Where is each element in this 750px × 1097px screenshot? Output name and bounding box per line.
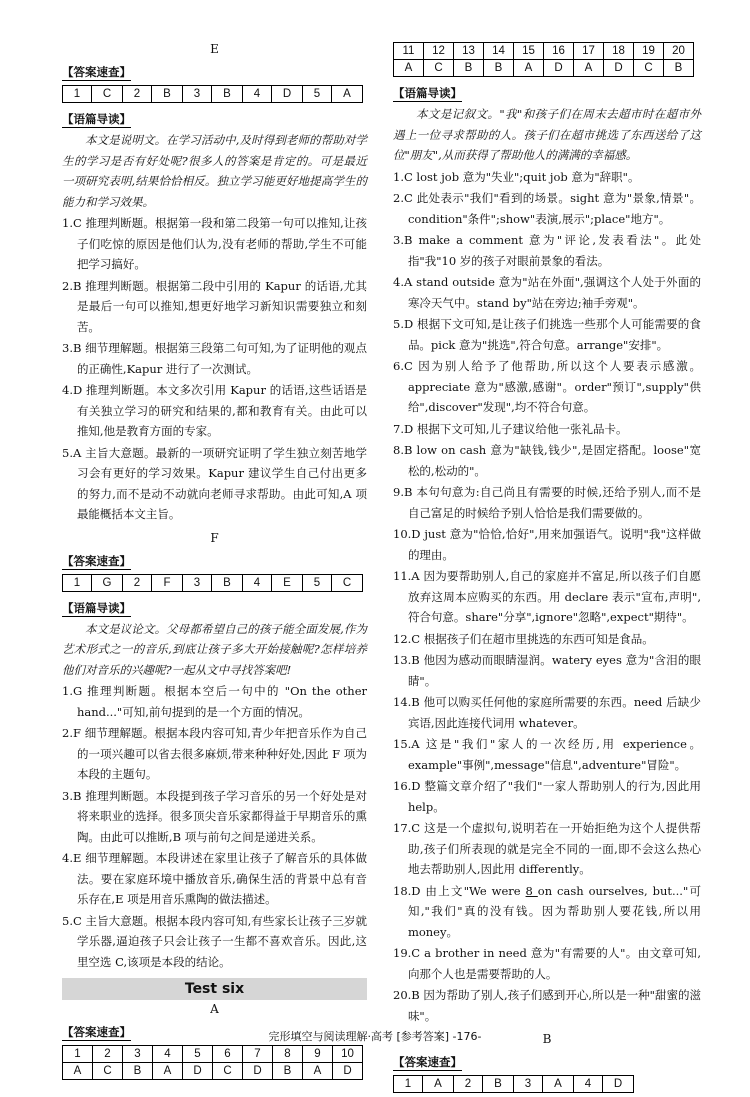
explanation-item: 10.D just 意为"恰恰,恰好",用来加强语气。说明"我"这样做的理由。 xyxy=(393,527,701,562)
answer-cell: 2 xyxy=(123,86,152,103)
item18-prefix: 18.D 由上文"We were xyxy=(393,883,526,898)
explanation-item: 9.B 本句句意为:自己尚且有需要的时候,还给予别人,而不是自己富足的时候给予别人恰恰是我们需要做的。 xyxy=(393,485,701,520)
answer-table-b xyxy=(393,1075,634,1093)
answer-cell: 15 xyxy=(514,43,544,60)
test-six-title: Test six xyxy=(62,978,367,1000)
answer-cell: C xyxy=(213,1063,243,1080)
explanation-item: 3.B make a comment 意为"评论,发表看法"。此处指"我"10 岁的孩子对眼前景象的看法。 xyxy=(393,233,701,268)
answer-cell: 1 xyxy=(394,1076,423,1093)
answer-cell: 3 xyxy=(183,86,212,103)
explanation-item: 20.B 因为帮助了别人,孩子们感到开心,所以是一种"甜蜜的滋味"。 xyxy=(393,988,701,1023)
explanation-item: 2.C 此处表示"我们"看到的场景。sight 意为"景象,情景"。condition"条件";show"表演,展示";place"地方"。 xyxy=(393,191,701,226)
answer-cell: B xyxy=(483,1076,514,1093)
answer-cell: C xyxy=(92,86,123,103)
answer-cell: 3 xyxy=(183,574,212,591)
explanation-item: 15.A 这是"我们"家人的一次经历,用 experience。example"事例",message"信息",adventure"冒险"。 xyxy=(393,737,701,772)
intro-e: 本文是说明文。在学习活动中,及时得到老师的帮助对学生的学习是否有好处呢?很多人的答案是肯定的。可是最近一项研究表明,结果恰恰相反。独立学习能更好地提高学生的能力和学习效果。 xyxy=(62,133,367,209)
answer-cell: 4 xyxy=(243,574,272,591)
explanation-item: 8.B low on cash 意为"缺钱,钱少",是固定搭配。loose"宽松的,松动的"。 xyxy=(393,443,701,478)
answer-cell: D xyxy=(272,86,303,103)
answer-cell: E xyxy=(272,574,303,591)
answer-cell: 2 xyxy=(454,1076,483,1093)
answer-cell: B xyxy=(212,574,243,591)
item18-suffix: on cash ourselves, but..."可知,"我们"真的没有钱。因为帮助别人要花钱,所以用 money。 xyxy=(407,883,702,939)
answer-cell: A xyxy=(394,60,424,77)
explanation-item: 1.G 推理判断题。根据本空后一句中的 "On the other hand..."可知,前句提到的是一个方面的情况。 xyxy=(62,684,367,719)
answer-cell: 14 xyxy=(484,43,514,60)
answer-cell: D xyxy=(333,1063,363,1080)
left-column xyxy=(62,40,367,1084)
answer-cell: B xyxy=(212,86,243,103)
explanation-item: 19.C a brother in need 意为"有需要的人"。由文章可知,向那个人也是需要帮助的人。 xyxy=(393,946,701,981)
answer-cell: 17 xyxy=(574,43,604,60)
answer-cell: C xyxy=(424,60,454,77)
intro-f: 本文是议论文。父母都希望自己的孩子能全面发展,作为艺术形式之一的音乐,到底让孩子多大开始接触呢?怎样培养他们对音乐的兴趣呢?一起从文中寻找答案吧! xyxy=(62,621,367,677)
answer-cell: C xyxy=(93,1063,123,1080)
explanation-item: 2.F 细节理解题。根据本段内容可知,青少年把音乐作为自己的一项兴趣可以省去很多麻烦,带来种种好处,因此 F 项为本段的主题句。 xyxy=(62,726,367,781)
answer-cell: C xyxy=(634,60,664,77)
explanation-item: 13.B 他因为感动而眼睛湿润。watery eyes 意为"含泪的眼睛"。 xyxy=(393,653,701,688)
answer-cell: B xyxy=(484,60,514,77)
explanation-item: 5.D 根据下文可知,是让孩子们挑选一些那个人可能需要的食品。pick 意为"挑选",符合句意。arrange"安排"。 xyxy=(393,317,701,352)
answer-cell: 13 xyxy=(454,43,484,60)
answer-cell: 2 xyxy=(93,1046,123,1063)
answer-cell: 7 xyxy=(243,1046,273,1063)
explanation-item: 5.A 主旨大意题。最新的一项研究证明了学生独立刻苦地学习会有更好的学习效果。Kapur 建议学生自己付出更多的努力,而不是动不动就向老师寻求帮助。由此可知,A 项最能概括本文主旨。 xyxy=(62,445,367,521)
answer-cell: C xyxy=(332,574,363,591)
answer-cell: 5 xyxy=(303,86,332,103)
answer-table-a-continued xyxy=(393,42,694,77)
intro-a: 本文是记叙文。"我"和孩子们在周末去超市时在超市外遇上一位寻求帮助的人。孩子们在超市挑选了东西送给了这位"朋友",从而获得了帮助他人的满满的幸福感。 xyxy=(393,107,701,162)
right-column xyxy=(393,40,701,1097)
section-a-letter: A xyxy=(210,1002,219,1016)
answer-cell: 6 xyxy=(213,1046,243,1063)
answer-cell: B xyxy=(152,86,183,103)
answer-cell: B xyxy=(664,60,694,77)
answer-table-a xyxy=(62,1045,363,1080)
answer-cell: A xyxy=(514,60,544,77)
answer-table-e xyxy=(62,85,363,103)
answer-cell: B xyxy=(454,60,484,77)
answer-cell: 1 xyxy=(63,574,92,591)
explanation-item: 5.C 主旨大意题。根据本段内容可知,有些家长让孩子三岁就学乐器,逼迫孩子只会让孩子一生都不喜欢音乐。因此,这里空选 C,该项是本段的结论。 xyxy=(62,913,367,969)
explanation-item: 3.B 细节理解题。根据第三段第二句可知,为了证明他的观点的正确性,Kapur 进行了一次测试。 xyxy=(62,341,367,376)
section-b-letter: B xyxy=(542,1032,552,1046)
answer-cell: 11 xyxy=(394,43,424,60)
answer-cell: 3 xyxy=(514,1076,543,1093)
answer-cell: D xyxy=(243,1063,273,1080)
explanation-item: 12.C 根据孩子们在超市里挑选的东西可知是食品。 xyxy=(393,631,654,646)
explanation-item: 4.D 推理判断题。本文多次引用 Kapur 的话语,这些话语是有关独立学习的研究和结果的,都和教育有关。由此可以推知,他是教育方面的专家。 xyxy=(62,383,367,438)
answer-cell: 4 xyxy=(243,86,272,103)
answer-cell: D xyxy=(604,60,634,77)
explanation-item: 6.C 因为别人给予了他帮助,所以这个人要表示感激。appreciate 意为"感激,感谢"。order"预订",supply"供给",discover"发现",均不符合句意。 xyxy=(393,359,701,414)
answer-cell: 4 xyxy=(153,1046,183,1063)
answer-table-f xyxy=(62,574,363,592)
answer-tag-e: 【答案速查】 xyxy=(62,65,131,79)
explanation-item: 14.B 他可以购买任何他的家庭所需要的东西。need 后缺少宾语,因此连接代词用 whatever。 xyxy=(393,695,701,730)
explanation-item: 4.A stand outside 意为"站在外面",强调这个人处于外面的寒冷天气中。stand by"站在旁边;袖手旁观"。 xyxy=(393,275,701,310)
answer-cell: 12 xyxy=(424,43,454,60)
answer-cell: A xyxy=(423,1076,454,1093)
explanation-item: 7.D 根据下文可知,儿子建议给他一张礼品卡。 xyxy=(393,421,628,436)
section-e-letter: E xyxy=(210,42,219,56)
explanation-item: 17.C 这是一个虚拟句,说明若在一开始拒绝为这个人提供帮助,孩子们所表现的就是完全不同的一面,即不会这么热心地去帮助别人,因此用 differently。 xyxy=(393,821,701,876)
explanation-item: 1.C lost job 意为"失业";quit job 意为"辞职"。 xyxy=(393,169,640,184)
answer-cell: 3 xyxy=(123,1046,153,1063)
answer-cell: B xyxy=(273,1063,303,1080)
item18-blank: 8 xyxy=(525,883,538,898)
answer-cell: D xyxy=(183,1063,213,1080)
answer-cell: 19 xyxy=(634,43,664,60)
answer-cell: 5 xyxy=(183,1046,213,1063)
answer-cell: 4 xyxy=(574,1076,603,1093)
answer-cell: F xyxy=(152,574,183,591)
guide-tag-f: 【语篇导读】 xyxy=(62,600,131,615)
explanation-item: 2.B 推理判断题。根据第二段中引用的 Kapur 的话语,尤其是最后一句可以推知,想更好地学习新知识需要独立和刻苦。 xyxy=(62,278,367,334)
answer-cell: 1 xyxy=(63,1046,93,1063)
explanation-item-18 xyxy=(393,881,701,943)
answer-cell: 8 xyxy=(273,1046,303,1063)
answer-cell: B xyxy=(123,1063,153,1080)
answer-cell: D xyxy=(544,60,574,77)
answer-cell: 2 xyxy=(123,574,152,591)
explanation-item: 1.C 推理判断题。根据第一段和第二段第一句可以推知,让孩子们吃惊的原因是他们认为,没有老师的帮助,学生不可能把学习搞好。 xyxy=(62,216,367,271)
answer-cell: G xyxy=(92,574,123,591)
section-f-letter: F xyxy=(210,530,219,545)
answer-cell: A xyxy=(153,1063,183,1080)
answer-cell: 18 xyxy=(604,43,634,60)
explanation-item: 3.B 推理判断题。本段提到孩子学习音乐的另一个好处是对将来职业的选择。很多顶尖音乐家都得益于早期音乐的熏陶。由此可以推断,B 项与前句之间是递进关系。 xyxy=(62,788,367,844)
answer-cell: A xyxy=(63,1063,93,1080)
answer-tag-f: 【答案速查】 xyxy=(62,553,131,568)
page-footer: 完形填空与阅读理解·高考 [参考答案] -176- xyxy=(268,1030,482,1043)
answer-cell: 20 xyxy=(664,43,694,60)
answer-cell: A xyxy=(303,1063,333,1080)
explanation-item: 16.D 整篇文章介绍了"我们"一家人帮助别人的行为,因此用 help。 xyxy=(393,779,701,814)
answer-cell: A xyxy=(574,60,604,77)
answer-cell: 10 xyxy=(333,1046,363,1063)
guide-tag-e: 【语篇导读】 xyxy=(62,112,131,126)
answer-cell: 5 xyxy=(303,574,332,591)
guide-tag-a: 【语篇导读】 xyxy=(393,86,462,100)
answer-cell: D xyxy=(603,1076,634,1093)
answer-cell: 9 xyxy=(303,1046,333,1063)
explanation-item: 11.A 因为要帮助别人,自己的家庭并不富足,所以孩子们自愿放弃这周本应购买的东西。用 declare 表示"宣布,声明",符合句意。share"分享",ignore"忽略",expect"期待"。 xyxy=(393,569,701,624)
answer-cell: A xyxy=(332,86,363,103)
explanation-item: 4.E 细节理解题。本段讲述在家里让孩子了解音乐的具体做法。要在家庭环境中播放音乐,确保生活的背景中总有音乐存在,E 项是用音乐熏陶的做法描述。 xyxy=(62,851,367,906)
answer-tag-b: 【答案速查】 xyxy=(393,1055,462,1069)
answer-cell: 16 xyxy=(544,43,574,60)
answer-cell: 1 xyxy=(63,86,92,103)
answer-cell: A xyxy=(543,1076,574,1093)
answer-tag-a: 【答案速查】 xyxy=(62,1025,131,1039)
